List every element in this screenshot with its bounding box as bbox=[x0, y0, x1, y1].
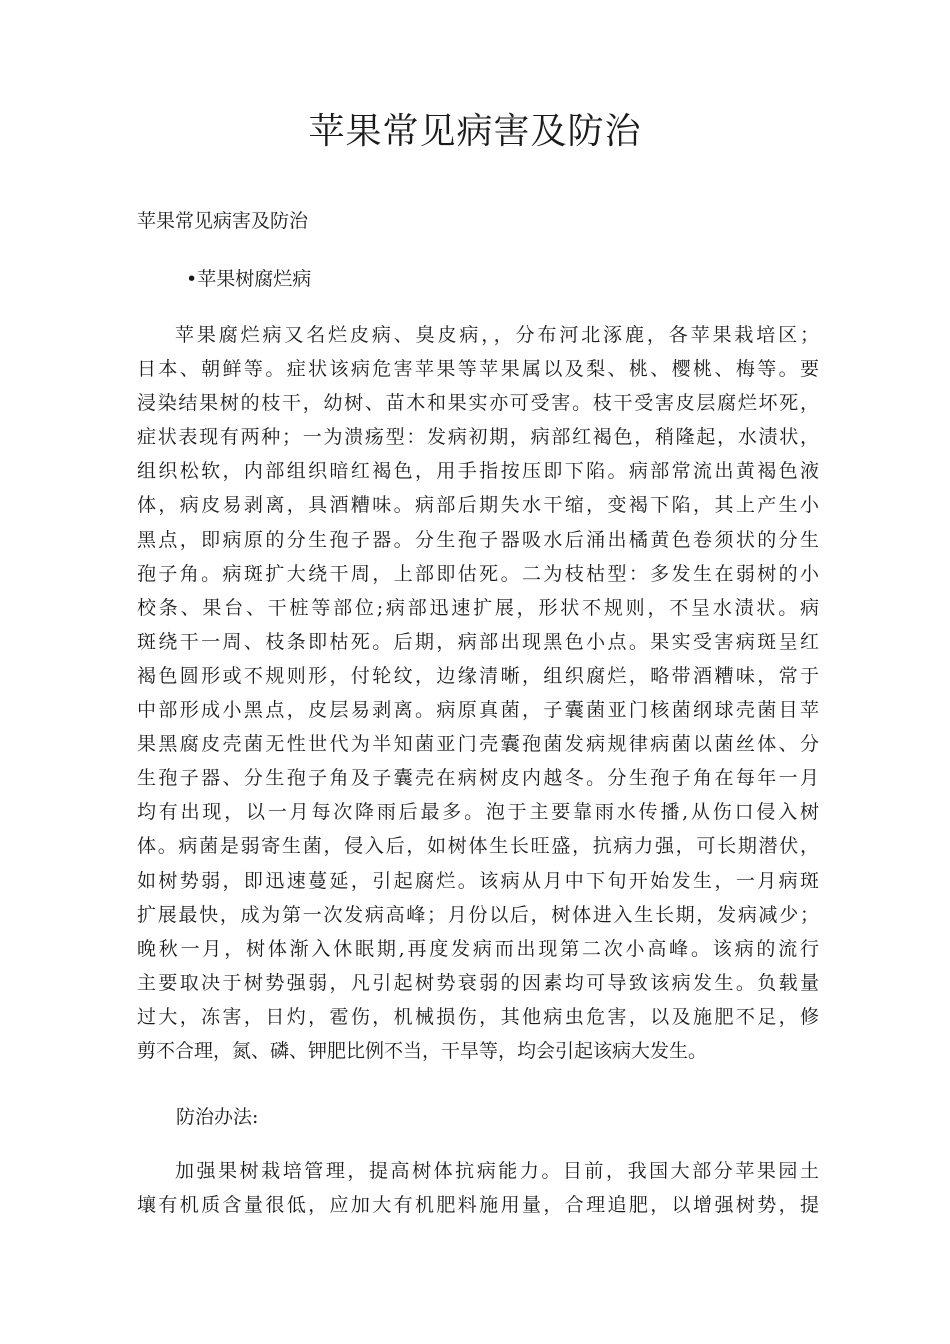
paragraph-line: 日本、朝鲜等。症状该病危害苹果等苹果属以及梨、桃、樱桃、梅等。要 bbox=[137, 358, 819, 381]
section-heading-control-methods: 防治办法: bbox=[176, 1106, 259, 1128]
paragraph-line: 如树势弱，即迅速蔓延，引起腐烂。该病从月中下旬开始发生，一月病斑 bbox=[137, 869, 819, 892]
paragraph-line: 体。病菌是弱寄生菌，侵入后，如树体生长旺盛，抗病力强，可长期潜伏， bbox=[137, 835, 819, 858]
paragraph-line: 黑点，即病原的分生孢子器。分生孢子器吸水后涌出橘黄色卷须状的分生 bbox=[137, 528, 819, 551]
paragraph-line: 扩展最快，成为第一次发病高峰；月份以后，树体进入生长期，发病减少； bbox=[137, 903, 819, 926]
paragraph-line: 过大，冻害，日灼，雹伤，机械损伤，其他病虫危害，以及施肥不足，修 bbox=[137, 1005, 819, 1028]
page-title: 苹果常见病害及防治 bbox=[308, 111, 642, 152]
section-heading-apple-canker: •苹果树腐烂病 bbox=[186, 268, 312, 290]
paragraph-line: 症状表现有两种；一为溃疡型：发病初期，病部红褐色，稍隆起，水渍状， bbox=[137, 426, 819, 449]
paragraph-disease-description bbox=[137, 318, 819, 1068]
paragraph-line: 孢子角。病斑扩大绕干周，上部即估死。二为枝枯型：多发生在弱树的小 bbox=[137, 562, 819, 585]
paragraph-line: 果黑腐皮壳菌无性世代为半知菌亚门壳囊孢菌发病规律病菌以菌丝体、分 bbox=[137, 733, 819, 756]
paragraph-line: 浸染结果树的枝干，幼树、苗木和果实亦可受害。枝干受害皮层腐烂坏死， bbox=[137, 392, 819, 415]
paragraph-line: 组织松软，内部组织暗红褐色，用手指按压即下陷。病部常流出黄褐色液 bbox=[137, 460, 819, 483]
document-subtitle: 苹果常见病害及防治 bbox=[137, 210, 309, 232]
paragraph-line: 均有出现，以一月每次降雨后最多。泡于主要靠雨水传播,从伤口侵入树 bbox=[137, 801, 819, 824]
paragraph-line: 苹果腐烂病又名烂皮病、臭皮病，，分布河北涿鹿，各苹果栽培区； bbox=[175, 324, 819, 346]
paragraph-line: 中部形成小黑点，皮层易剥离。病原真菌，子囊菌亚门核菌纲球壳菌目苹 bbox=[137, 699, 819, 722]
paragraph-line: 生孢子器、分生孢子角及子囊壳在病树皮内越冬。分生孢子角在每年一月 bbox=[137, 767, 819, 790]
paragraph-control-methods bbox=[137, 1154, 819, 1222]
paragraph-line: 校条、果台、干桩等部位;病部迅速扩展，形状不规则，不呈水渍状。病 bbox=[137, 596, 819, 619]
paragraph-line: 斑绕干一周、枝条即枯死。后期，病部出现黑色小点。果实受害病斑呈红 bbox=[137, 630, 819, 653]
paragraph-line: 主要取决于树势强弱，凡引起树势衰弱的因素均可导致该病发生。负载量 bbox=[137, 971, 819, 994]
paragraph-line: 剪不合理，氮、磷、钾肥比例不当，干旱等，均会引起该病大发生。 bbox=[137, 1039, 708, 1062]
paragraph-line: 晚秋一月，树体渐入休眠期,再度发病而出现第二次小高峰。该病的流行 bbox=[137, 937, 819, 960]
paragraph-line: 体，病皮易剥离，具酒糟味。病部后期失水干缩，变褐下陷，其上产生小 bbox=[137, 494, 819, 517]
paragraph-line: 壤有机质含量很低，应加大有机肥料施用量，合理追肥，以增强树势，提 bbox=[137, 1194, 819, 1217]
paragraph-line: 加强果树栽培管理，提高树体抗病能力。目前，我国大部分苹果园土 bbox=[175, 1160, 819, 1182]
paragraph-line: 褐色圆形或不规则形，付轮纹，边缘清晰，组织腐烂，略带酒糟味，常于 bbox=[137, 664, 819, 687]
